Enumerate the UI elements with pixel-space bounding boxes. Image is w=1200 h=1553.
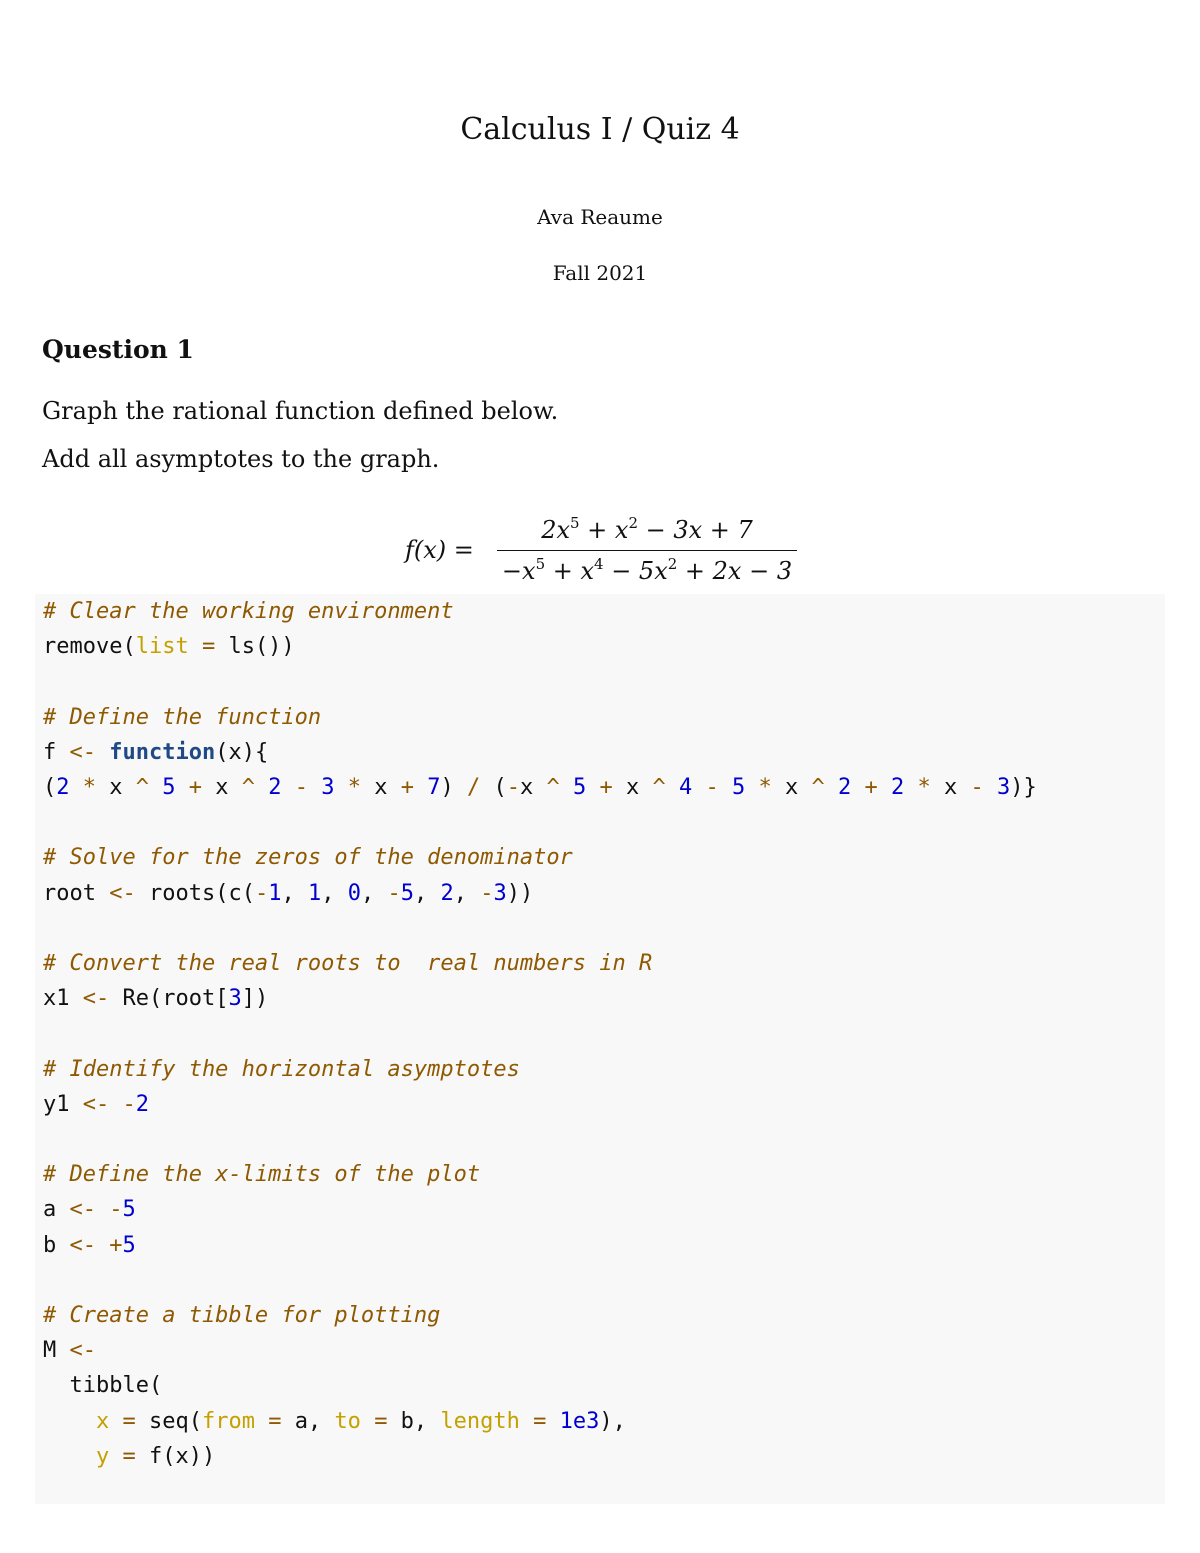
formula-denominator: $-x^5 + x^4 - 5x^2 + 2x - 3$ xyxy=(501,555,793,585)
code-block xyxy=(35,594,1165,1504)
code-text: # Clear the working environment remove(list = ls()) # Define the function f <- function(x){ (2 * x ^ 5 + x ^ 2 - 3 * x + 7) / (-x ^ 5 + x ^ 4 - 5 * x ^ 2 + 2 * x - 3)} # Solve for the zeros of the denominator root <- roots(c(-1, 1, 0, -5, 2, -3)) # Convert the real roots to real numbers in R x1 <- Re(root[3]) # Identify the horizontal asymptotes y1 <- -2 # Define the x-limits of the plot a <- -5 b <- +5 # Create a tibble for plotting M <- tibble( x = seq(from = a, to = b, length = 1e3), y = f(x)) xyxy=(43,599,1037,1469)
page-title: Calculus I / Quiz 4 xyxy=(460,112,740,147)
formula-fraction xyxy=(497,512,797,589)
question-heading: Question 1 xyxy=(42,335,194,364)
fraction-bar xyxy=(497,550,797,551)
code-comment: # Define the x-limits of the plot xyxy=(43,1162,481,1188)
question-line-1: Graph the rational function defined below. xyxy=(42,397,559,425)
code-comment: # Clear the working environment xyxy=(43,599,454,624)
code-comment: # Define the function xyxy=(43,704,322,730)
date: Fall 2021 xyxy=(552,261,648,285)
code-comment: # Identify the horizontal asymptotes xyxy=(43,1056,520,1082)
code-comment: # Create a tibble for plotting xyxy=(43,1303,441,1329)
code-comment: # Solve for the zeros of the denominator xyxy=(43,845,573,871)
formula-numerator: $2x^5 + x^2 - 3x + 7$ xyxy=(541,514,753,544)
question-line-2: Add all asymptotes to the graph. xyxy=(42,445,440,473)
author: Ava Reaume xyxy=(537,205,663,229)
formula-lhs: f(x) = xyxy=(405,536,474,564)
code-comment: # Convert the real roots to real numbers in R xyxy=(43,951,653,977)
